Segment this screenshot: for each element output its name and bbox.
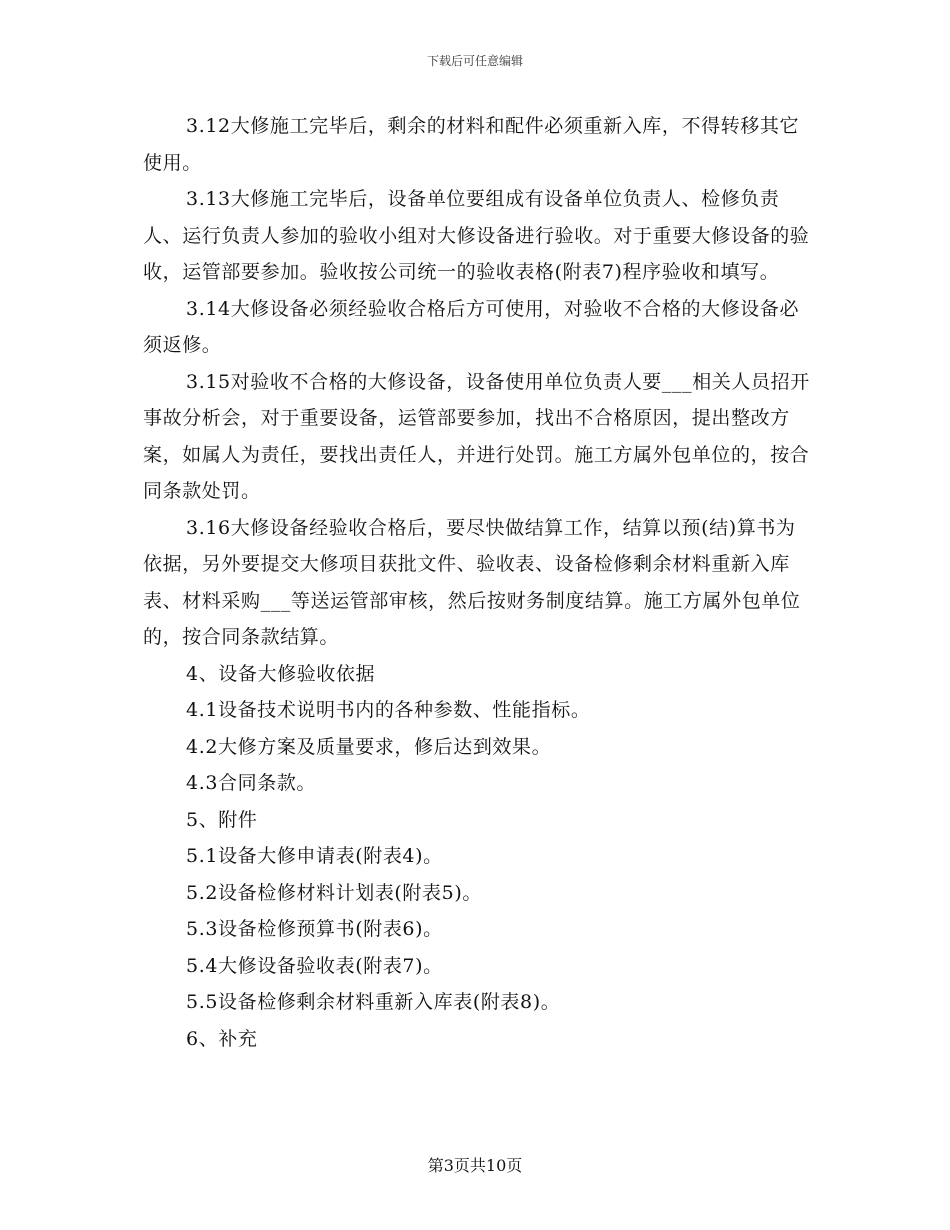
paragraph-4-1: 4.1设备技术说明书内的各种参数、性能指标。 xyxy=(186,699,591,721)
page-number: 第3页共10页 xyxy=(427,1156,523,1175)
paragraph-3-16: 3.16大修设备经验收合格后，要尽快做结算工作，结算以预(结)算书为依据，另外要提交大修项目获批文件、验收表、设备检修剩余材料重新入库表、材料采购___等送运管部审核，然后按财务制度结算。施工方属外包单位的，按合同条款结算。 xyxy=(143,516,801,648)
paragraph-4-3: 4.3合同条款。 xyxy=(186,772,317,794)
paragraph-5-3: 5.3设备检修预算书(附表6)。 xyxy=(186,918,443,940)
document-body xyxy=(143,108,815,1057)
page-header: 下载后可任意编辑 xyxy=(426,54,523,68)
paragraph-5-5: 5.5设备检修剩余材料重新入库表(附表8)。 xyxy=(186,991,561,1013)
section-heading-6: 6、补充 xyxy=(186,1027,258,1050)
paragraph-5-4: 5.4大修设备验收表(附表7)。 xyxy=(186,954,443,977)
paragraph-3-13: 3.13大修施工完毕后，设备单位要组成有设备单位负责人、检修负责人、运行负责人参加的验收小组对大修设备进行验收。对于重要大修设备的验收，运管部要参加。验收按公司统一的验收表格(附表7)程序验收和填写。 xyxy=(143,188,810,283)
section-heading-5: 5、附件 xyxy=(186,808,258,831)
section-heading-4: 4、设备大修验收依据 xyxy=(186,662,376,685)
paragraph-3-14: 3.14大修设备必须经验收合格后方可使用，对验收不合格的大修设备必须返修。 xyxy=(143,297,800,356)
paragraph-4-2: 4.2大修方案及质量要求，修后达到效果。 xyxy=(186,735,552,758)
paragraph-5-2: 5.2设备检修材料计划表(附表5)。 xyxy=(186,881,482,904)
paragraph-5-1: 5.1设备大修申请表(附表4)。 xyxy=(186,845,443,867)
paragraph-3-12: 3.12大修施工完毕后，剩余的材料和配件必须重新入库，不得转移其它使用。 xyxy=(143,115,800,174)
paragraph-3-15: 3.15对验收不合格的大修设备，设备使用单位负责人要___相关人员招开事故分析会，对于重要设备，运管部要参加，找出不合格原因，提出整改方案，如属人为责任，要找出责任人，并进行处罚。施工方属外包单位的，按合同条款处罚。 xyxy=(143,370,810,502)
